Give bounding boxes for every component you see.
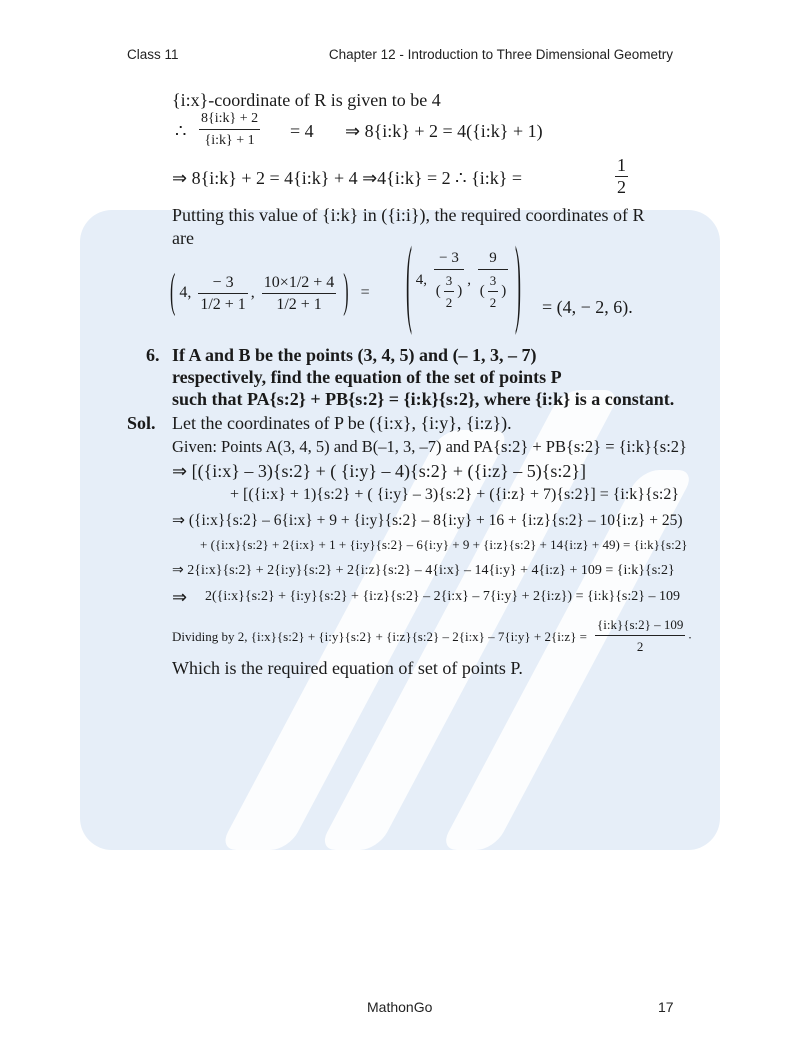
denominator: 2 [636, 639, 644, 654]
result-text: = (4, − 2, 6). [542, 297, 633, 317]
question-line: such that PA{s:2} + PB{s:2} = {i:k}{s:2}, where {i:k} is a constant. [172, 389, 675, 409]
solution-line: Given: Points A(3, 4, 5) and B(–1, 3, –7) and PA{s:2} + PB{s:2} = {i:k}{s:2} [172, 437, 687, 456]
denominator: {i:k} + 1 [204, 133, 255, 148]
denominator: 2 [617, 177, 626, 197]
numerator: − 3 [198, 272, 247, 294]
fraction [592, 614, 692, 657]
comma: , [250, 284, 255, 302]
fraction [196, 108, 263, 151]
solution-line: ⇒ 2{i:x}{s:2} + 2{i:y}{s:2} + 2{i:z}{s:2} – 4{i:x} – 14{i:y} + 4{i:z} + 109 = {i:k}{s:2} [172, 563, 675, 578]
fraction [612, 155, 631, 198]
text-line: Putting this value of {i:k} in ({i:i}), the required coordinates of R [172, 205, 645, 225]
denominator: ( $\frac{3}{2}$ ) [478, 270, 509, 313]
text-line: {i:x}-coordinate of R is given to be 4 [172, 90, 441, 110]
numerator: 1 [617, 155, 626, 175]
text-line: are [172, 228, 194, 248]
header-class: Class 11 [127, 47, 179, 62]
numerator: 3 [488, 270, 499, 292]
eq-term: 4, [415, 271, 427, 288]
solution-line: Let the coordinates of P be ({i:x}, {i:y}, {i:z}). [172, 413, 512, 433]
footer-brand: MathonGo [367, 999, 433, 1015]
solution-line: Dividing by 2, {i:x}{s:2} + {i:y}{s:2} + {i:z}{s:2} – 2{i:x} – 7{i:y} + 2{i:z} = [172, 629, 588, 644]
text-line: ⇒ 8{i:k} + 2 = 4({i:k} + 1) [345, 121, 543, 141]
solution-line: + [({i:x} + 1){s:2} + ( {i:y} – 3){s:2} + ({i:z} + 7){s:2}] = {i:k}{s:2} [230, 486, 679, 503]
therefore-symbol: ∴ [175, 121, 187, 141]
eq-term: 4, [179, 284, 192, 302]
question-line: If A and B be the points (3, 4, 5) and (– 1, 3, – 7) [172, 345, 537, 365]
question-number: 6. [146, 345, 160, 365]
equals: = [360, 284, 370, 302]
solution-label: Sol. [127, 413, 156, 433]
denominator: ( $\frac{3}{2}$ ) [434, 270, 465, 313]
coordinate-equation-part: ( 4, − 3 ( $\frac{3}{2}$ ) , 9 ( $\frac{3}{2}$ ) ) [406, 225, 521, 336]
numerator: 8{i:k} + 2 [199, 108, 260, 130]
solution-line: 2({i:x}{s:2} + {i:y}{s:2} + {i:z}{s:2} – 2{i:x} – 7{i:y} + 2{i:z}) = {i:k}{s:2} – 109 [205, 589, 680, 604]
question-line: respectively, find the equation of the set of points P [172, 367, 562, 387]
numerator: 10×1/2 + 4 [262, 272, 337, 294]
denominator: 2 [445, 295, 453, 310]
numerator: {i:k}{s:2} – 109 [595, 614, 685, 636]
numerator: 9 [478, 248, 509, 270]
solution-line: + ({i:x}{s:2} + 2{i:x} + 1 + {i:y}{s:2} – 6{i:y} + 9 + {i:z}{s:2} + 14{i:z} + 49) = {i:k}{s:2} [200, 537, 688, 552]
coordinate-equation: ( 4, $\frac{- 3}{1/2 + 1}$ , $\frac{10\times 1/2 + 4}{1/2 + 1}$ ) = [170, 266, 370, 318]
numerator: 3 [444, 270, 455, 292]
text-line: ⇒ 8{i:k} + 2 = 4{i:k} + 4 ⇒4{i:k} = 2 ∴ {i:k} = [172, 168, 522, 188]
equals-text: = 4 [290, 121, 314, 141]
solution-line: ⇒ [({i:x} – 3){s:2} + ( {i:y} – 4){s:2} + ({i:z} – 5){s:2}] [172, 461, 587, 481]
denominator: 1/2 + 1 [200, 296, 246, 313]
page-number: 17 [658, 999, 674, 1015]
period: . [688, 626, 692, 642]
header-chapter: Chapter 12 - Introduction to Three Dimensional Geometry [328, 47, 673, 62]
solution-line: Which is the required equation of set of points P. [172, 658, 523, 678]
solution-line: ⇒ [172, 587, 188, 607]
denominator: 1/2 + 1 [276, 296, 322, 313]
denominator: 2 [489, 295, 497, 310]
numerator: − 3 [434, 248, 465, 270]
solution-line: ⇒ ({i:x}{s:2} – 6{i:x} + 9 + {i:y}{s:2} – 8{i:y} + 16 + {i:z}{s:2} – 10{i:z} + 25) [172, 512, 683, 529]
